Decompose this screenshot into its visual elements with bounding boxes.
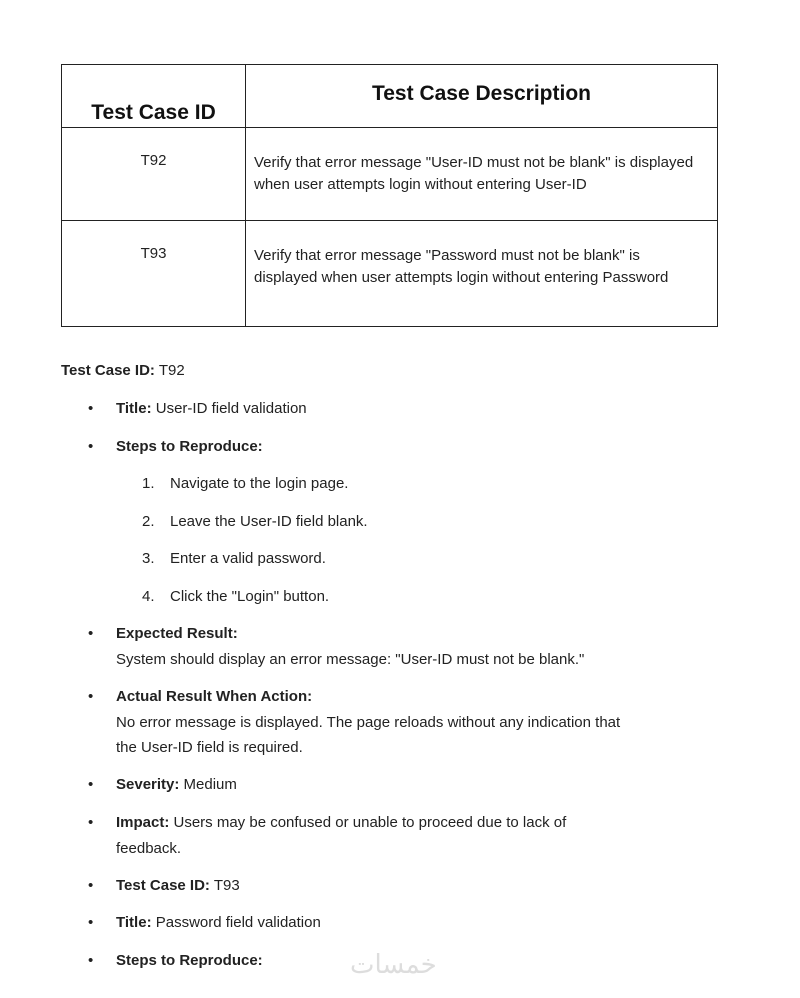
watermark: خمسات xyxy=(350,950,437,980)
actual-value: No error message is displayed. The page reloads without any indication that xyxy=(116,714,621,731)
value: T93 xyxy=(209,877,240,894)
value: Users may be confused or unable to proceed due to lack of xyxy=(169,814,567,831)
test-case-description: Verify that error message "Password must not be blank" is displayed when user attempts login without entering Password xyxy=(246,221,718,327)
steps-label-2: Steps to Reproduce: xyxy=(116,952,263,969)
impact-value: feedback. xyxy=(116,840,182,857)
bullet-icon: • xyxy=(88,776,94,793)
test-case-id: T93 xyxy=(62,221,246,327)
header-test-case-description: Test Case Description xyxy=(246,65,718,128)
step-number: 2. xyxy=(142,513,155,530)
detail-severity xyxy=(116,772,237,797)
label: Test Case ID: xyxy=(116,877,210,894)
step-number: 1. xyxy=(142,475,155,492)
steps-label: Steps to Reproduce: xyxy=(116,438,263,455)
label: Severity: xyxy=(116,776,180,793)
step-number: 3. xyxy=(142,550,155,567)
bullet-icon: • xyxy=(88,400,94,417)
expected-value: System should display an error message: "User-ID must not be blank." xyxy=(116,651,585,668)
label: Test Case ID: xyxy=(61,362,155,379)
bullet-icon: • xyxy=(88,625,94,642)
value: T92 xyxy=(154,362,185,379)
bullet-icon: • xyxy=(88,952,94,969)
label: Title: xyxy=(116,914,152,931)
detail-title-2 xyxy=(116,910,321,935)
step-item: Navigate to the login page. xyxy=(170,475,349,492)
detail-impact xyxy=(116,810,566,835)
test-case-description: Verify that error message "User-ID must not be blank" is displayed when user attempts login without entering User-ID xyxy=(246,128,718,221)
bullet-icon: • xyxy=(88,914,94,931)
bullet-icon: • xyxy=(88,688,94,705)
detail-title xyxy=(116,396,307,421)
detail-test-case-id-2 xyxy=(116,873,240,898)
step-item: Click the "Login" button. xyxy=(170,588,330,605)
step-item: Enter a valid password. xyxy=(170,550,326,567)
test-case-id: T92 xyxy=(62,128,246,221)
detail-test-case-id xyxy=(61,358,185,383)
bullet-icon: • xyxy=(88,877,94,894)
label: Title: xyxy=(116,400,152,417)
value: User-ID field validation xyxy=(151,400,307,417)
actual-label: Actual Result When Action: xyxy=(116,688,313,705)
header-test-case-id: Test Case ID xyxy=(62,65,246,128)
label: Impact: xyxy=(116,814,170,831)
value: Password field validation xyxy=(151,914,321,931)
bullet-icon: • xyxy=(88,814,94,831)
table-row xyxy=(62,128,718,221)
value: Medium xyxy=(179,776,237,793)
step-number: 4. xyxy=(142,588,155,605)
test-case-table xyxy=(61,64,718,327)
step-item: Leave the User-ID field blank. xyxy=(170,513,368,530)
table-row xyxy=(62,221,718,327)
bullet-icon: • xyxy=(88,438,94,455)
expected-label: Expected Result: xyxy=(116,625,238,642)
actual-value: the User-ID field is required. xyxy=(116,739,303,756)
